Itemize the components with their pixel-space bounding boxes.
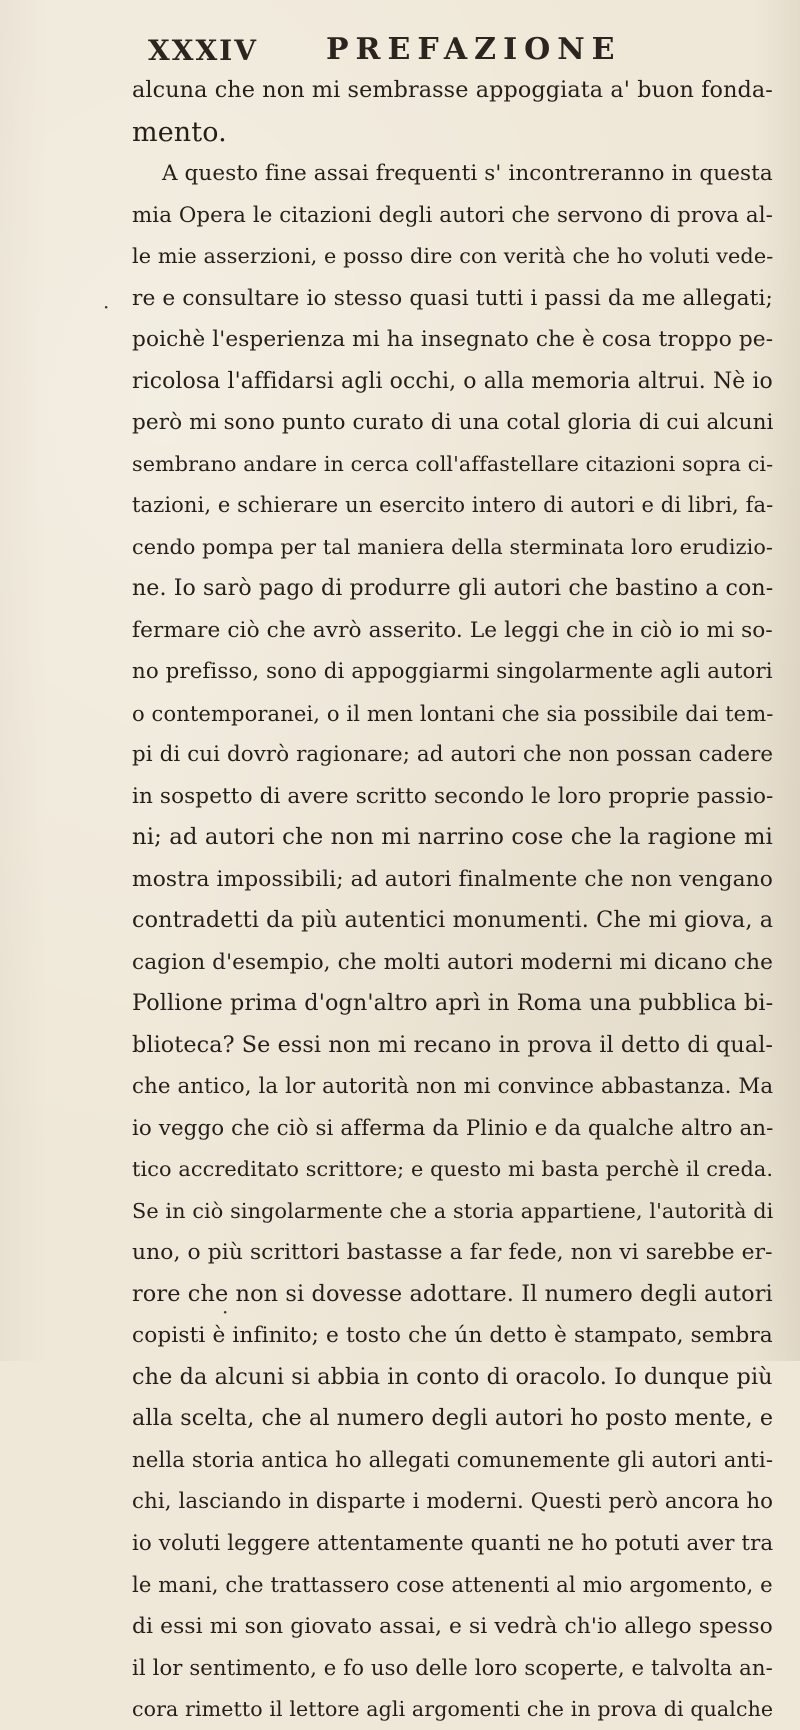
text-line: cendo pompa per tal maniera della sterminata loro erudizio- [132,527,800,569]
text-line: che da alcuni si abbia in conto di oracolo. Io dunque più [132,1357,800,1399]
text-line: ricolosa l'affidarsi agli occhi, o alla memoria altrui. Nè io [132,361,800,403]
text-line: tico accreditato scrittore; e questo mi basta perchè il creda. [132,1149,800,1191]
text-line: Pollione prima d'ogn'altro aprì in Roma una pubblica bi- [132,983,800,1025]
text-line: contradetti da più autentici monumenti. Che mi giova, a [132,900,800,942]
paragraph-start-line: A questo fine assai frequenti s' incontreranno in questa [132,153,800,195]
text-line: blioteca? Se essi non mi recano in prova il detto di qual- [132,1025,800,1067]
text-line: poichè l'esperienza mi ha insegnato che è cosa troppo pe- [132,319,800,361]
text-line: le mie asserzioni, e posso dire con verità che ho voluti vede- [132,236,800,278]
text-line: fermare ciò che avrò asserito. Le leggi che in ciò io mi so- [132,610,800,652]
text-line: io veggo che ciò si afferma da Plinio e da qualche altro an- [132,1108,800,1150]
text-line: ni; ad autori che non mi narrino cose che la ragione mi [132,817,800,859]
text-line: io voluti leggere attentamente quanti ne ho potuti aver tra [132,1523,800,1565]
text-line: ne. Io sarò pago di produrre gli autori che bastino a con- [132,568,800,610]
margin-speck: · [103,295,109,319]
text-line: cora rimetto il lettore agli argomenti che in prova di qualche [132,1689,800,1730]
text-line: il lor sentimento, e fo uso delle loro scoperte, e talvolta an- [132,1647,800,1689]
text-line: rore che non si dovesse adottare. Il numero degli autori [132,1274,800,1316]
text-line: no prefisso, sono di appoggiarmi singolarmente agli autori [132,651,800,693]
text-line: Se in ciò singolarmente che a storia appartiene, l'autorità di [132,1191,800,1233]
margin-speck: · [222,1300,228,1324]
text-line: chi, lasciando in disparte i moderni. Questi però ancora ho [132,1481,800,1523]
text-line: tazioni, e schierare un esercito intero di autori e di libri, fa- [132,485,800,527]
running-head [0,30,800,70]
text-line: copisti è infinito; e tosto che ún detto è stampato, sembra [132,1315,800,1357]
text-line: le mani, che trattassero cose attenenti al mio argomento, e [132,1564,800,1606]
section-title: PREFAZIONE [326,32,622,67]
text-line: mento. [132,112,800,154]
text-line: in sospetto di avere scritto secondo le loro proprie passio- [132,776,800,818]
text-line: cagion d'esempio, che molti autori moderni mi dicano che [132,942,800,984]
text-line: uno, o più scrittori bastasse a far fede, non vi sarebbe er- [132,1232,800,1274]
text-line: mostra impossibili; ad autori finalmente che non vengano [132,859,800,901]
text-line: re e consultare io stesso quasi tutti i passi da me allegati; [132,278,800,320]
text-line: però mi sono punto curato di una cotal gloria di cui alcuni [132,402,800,444]
text-line: sembrano andare in cerca coll'affastellare citazioni sopra ci- [132,444,800,486]
text-line: che antico, la lor autorità non mi convince abbastanza. Ma [132,1066,800,1108]
text-line: mia Opera le citazioni degli autori che servono di prova al- [132,195,800,237]
text-line: di essi mi son giovato assai, e si vedrà ch'io allego spesso [132,1606,800,1648]
body-text [132,70,800,1730]
text-line: pi di cui dovrò ragionare; ad autori che non possan cadere [132,734,800,776]
text-line: alcuna che non mi sembrasse appoggiata a' buon fonda- [132,70,800,112]
text-line: alla scelta, che al numero degli autori ho posto mente, e [132,1398,800,1440]
text-line: o contemporanei, o il men lontani che sia possibile dai tem- [132,693,800,735]
page-number: XXXIV [148,34,258,67]
text-line: nella storia antica ho allegati comunemente gli autori anti- [132,1440,800,1482]
